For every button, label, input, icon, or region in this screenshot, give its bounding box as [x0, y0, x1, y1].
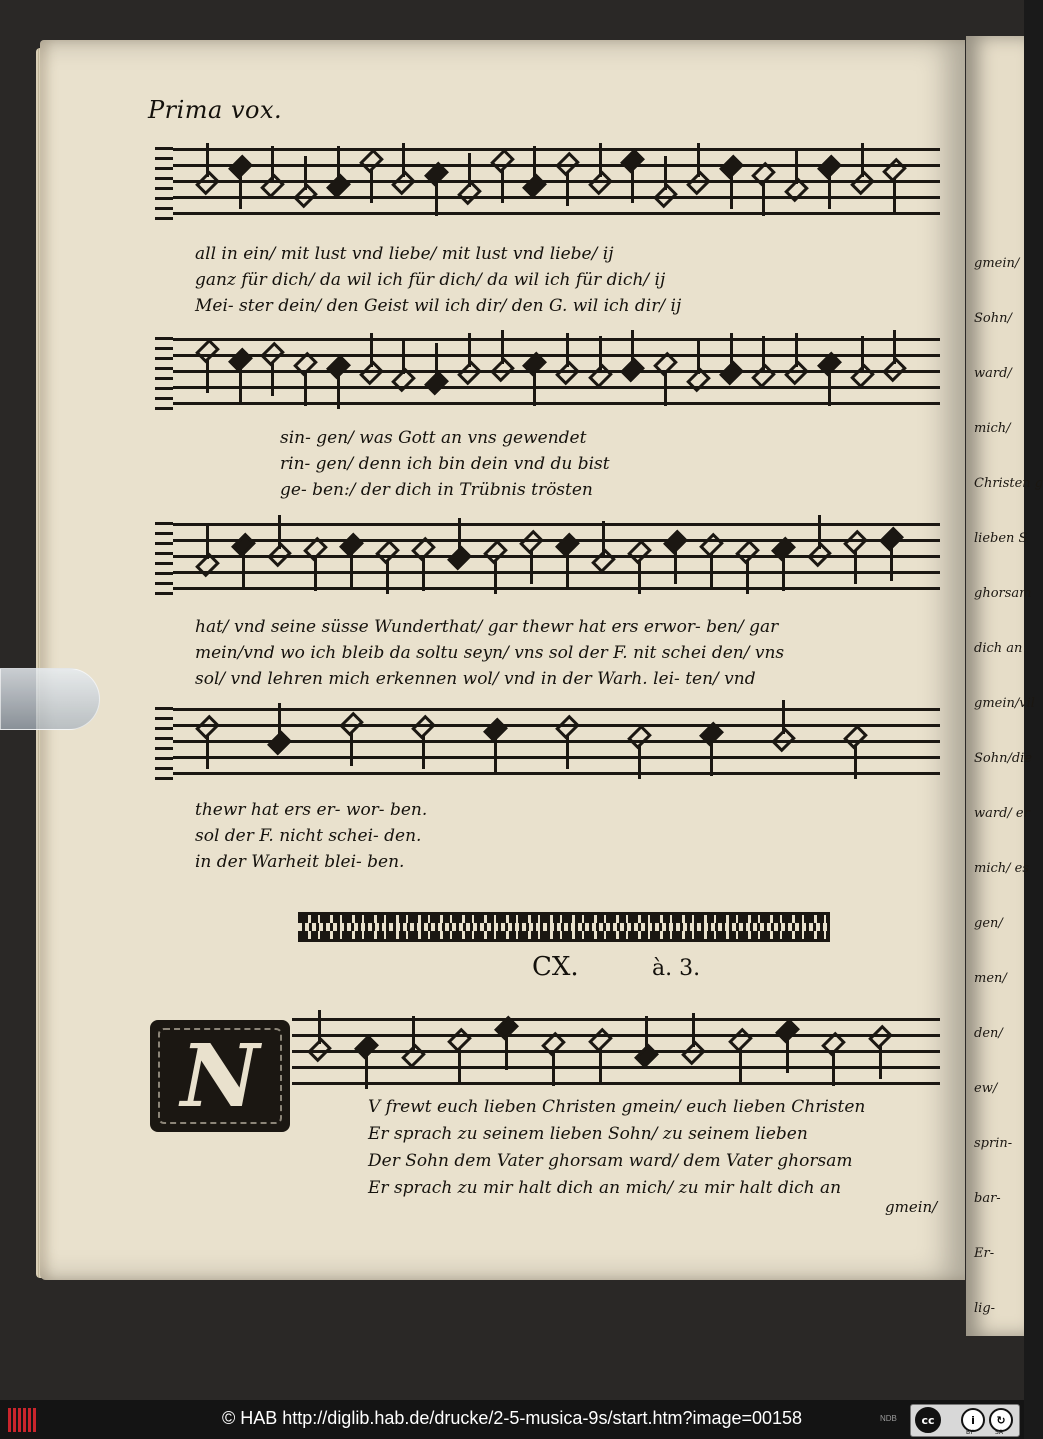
decorated-initial: N — [150, 1020, 290, 1132]
note-stem — [697, 340, 700, 374]
next-page-fragment: dich an — [974, 641, 1023, 656]
next-page-fragment: gmein/vil — [974, 696, 1035, 711]
note-stem — [710, 742, 713, 776]
note-stem — [786, 1039, 789, 1073]
lyric-line: rin- gen/ denn ich bin dein vnd du bist — [280, 454, 610, 474]
voice-label: Prima vox. — [148, 96, 283, 124]
note-stem — [854, 745, 857, 779]
lyric-line: hat/ vnd seine süsse Wunderthat/ gar thewr hat ers erwor- ben/ gar — [195, 617, 779, 637]
lyric-line: all in ein/ mit lust vnd liebe/ mit lust vnd liebe/ ij — [195, 244, 614, 264]
note-stem — [402, 340, 405, 374]
staff-line — [292, 1034, 940, 1037]
next-page-fragment: den/ — [974, 1026, 1003, 1041]
note-stem — [412, 1016, 415, 1050]
note-stem — [828, 175, 831, 209]
note-stem — [318, 1010, 321, 1044]
note-stem — [861, 336, 864, 370]
sa-label: SA — [995, 1429, 1004, 1436]
next-page-fragment: ward/ — [974, 366, 1012, 381]
note-stem — [631, 330, 634, 364]
note-stem — [402, 143, 405, 177]
note-stem — [337, 375, 340, 409]
note-stem — [304, 156, 307, 190]
note-stem — [458, 518, 461, 552]
clef-mark — [155, 330, 173, 410]
note-stem — [710, 553, 713, 587]
next-page-fragment: mich/ — [974, 421, 1011, 436]
note-stem — [206, 143, 209, 177]
lyric-line: Der Sohn dem Vater ghorsam ward/ dem Vater ghorsam — [368, 1151, 853, 1171]
section-voices: à. 3. — [652, 956, 701, 981]
note-stem — [730, 333, 733, 367]
note-stem — [239, 175, 242, 209]
note-stem — [879, 1045, 882, 1079]
next-page-fragment: ew/ — [974, 1081, 998, 1096]
note-stem — [730, 175, 733, 209]
staff-line — [155, 212, 940, 215]
staff-line — [155, 708, 940, 711]
next-page-fragment: lig- — [974, 1301, 996, 1316]
by-icon: i — [961, 1408, 985, 1432]
note-stem — [674, 550, 677, 584]
note-stem — [692, 1013, 695, 1047]
clef-mark — [155, 700, 173, 780]
page-clip — [0, 668, 100, 730]
note-stem — [893, 178, 896, 212]
note-stem — [365, 1055, 368, 1089]
hab-logo-icon[interactable] — [8, 1408, 38, 1432]
note-stem — [386, 560, 389, 594]
note-stem — [795, 150, 798, 184]
lyric-line: mein/vnd wo ich bleib da soltu seyn/ vns sol der F. nit schei den/ vns — [195, 643, 785, 663]
lyrics-block-3 — [195, 617, 935, 697]
note-stem — [271, 146, 274, 180]
note-stem — [468, 333, 471, 367]
note-stem — [762, 182, 765, 216]
note-stem — [350, 553, 353, 587]
note-stem — [746, 560, 749, 594]
next-page-fragment: gen/ — [974, 916, 1003, 931]
staff-line — [292, 1082, 940, 1085]
note-stem — [638, 745, 641, 779]
note-stem — [533, 146, 536, 180]
note-stem — [795, 333, 798, 367]
note-stem — [782, 700, 785, 734]
next-page-fragment: lieben S — [974, 531, 1028, 546]
lyrics-block-1 — [195, 244, 935, 324]
note-stem — [206, 735, 209, 769]
note-stem — [278, 703, 281, 737]
note-stem — [435, 343, 438, 377]
note-stem — [832, 1052, 835, 1086]
lyrics-block-4 — [195, 800, 715, 880]
note-stem — [638, 560, 641, 594]
next-page-fragment: mich/ es — [974, 861, 1030, 876]
note-stem — [422, 735, 425, 769]
next-page-fragment: ward/ er — [974, 806, 1030, 821]
note-stem — [468, 153, 471, 187]
staff-line — [155, 756, 940, 759]
note-stem — [599, 1048, 602, 1082]
note-stem — [782, 557, 785, 591]
note-stem — [552, 1052, 555, 1086]
staff-line — [155, 724, 940, 727]
staff-line — [155, 772, 940, 775]
note-stem — [893, 330, 896, 364]
note-stem — [828, 372, 831, 406]
note-stem — [206, 525, 209, 559]
note-stem — [566, 735, 569, 769]
staff-line — [155, 338, 940, 341]
note-stem — [370, 169, 373, 203]
lyric-line: Mei- ster dein/ den Geist wil ich dir/ den G. wil ich dir/ ij — [195, 296, 682, 316]
staff-line — [155, 539, 940, 542]
note-stem — [435, 182, 438, 216]
lyric-line: sol/ vnd lehren mich erkennen wol/ vnd in der Warh. lei- ten/ vnd — [195, 669, 756, 689]
footer-bar — [0, 1400, 1024, 1439]
note-stem — [494, 738, 497, 772]
note-stem — [599, 143, 602, 177]
next-page-fragment: ghorsam — [974, 586, 1032, 601]
note-stem — [739, 1048, 742, 1082]
license-badge[interactable] — [910, 1404, 1020, 1437]
note-stem — [501, 169, 504, 203]
note-stem — [602, 521, 605, 555]
catchword: gmein/ — [885, 1198, 938, 1216]
music-system-5 — [292, 1010, 940, 1090]
note-stem — [890, 547, 893, 581]
music-system-2 — [155, 330, 940, 410]
music-system-3 — [155, 515, 940, 595]
clef-mark — [155, 140, 173, 220]
staff-line — [155, 587, 940, 590]
clef-mark — [155, 515, 173, 595]
note-stem — [599, 336, 602, 370]
note-stem — [370, 333, 373, 367]
note-stem — [861, 143, 864, 177]
note-stem — [664, 156, 667, 190]
lyric-line: sin- gen/ was Gott an vns gewendet — [280, 428, 587, 448]
next-page-fragment: bar- — [974, 1191, 1001, 1206]
sa-icon: ↻ — [989, 1408, 1013, 1432]
staff-line — [292, 1066, 940, 1069]
lyric-line: Er sprach zu seinem lieben Sohn/ zu seinem lieben — [368, 1124, 808, 1144]
lyric-line: in der Warheit blei- ben. — [195, 852, 405, 872]
lyrics-block-5 — [368, 1097, 938, 1207]
staff-line — [155, 523, 940, 526]
note-stem — [501, 330, 504, 364]
next-page-fragment: gmein/ — [974, 256, 1020, 271]
cc-icon: cc — [915, 1407, 941, 1433]
lyric-line: thewr hat ers er- wor- ben. — [195, 800, 428, 820]
note-stem — [304, 372, 307, 406]
note-stem — [697, 143, 700, 177]
by-label: BY — [966, 1429, 974, 1436]
next-page — [966, 36, 1043, 1336]
note-stem — [337, 146, 340, 180]
lyrics-block-2 — [280, 428, 935, 508]
next-page-fragment: men/ — [974, 971, 1007, 986]
note-stem — [314, 557, 317, 591]
footer-small-text: NDB — [880, 1414, 897, 1423]
note-stem — [645, 1016, 648, 1050]
note-stem — [818, 515, 821, 549]
next-page-fragment: Er- — [974, 1246, 995, 1261]
note-stem — [422, 557, 425, 591]
note-stem — [271, 362, 274, 396]
note-stem — [494, 560, 497, 594]
note-stem — [206, 359, 209, 393]
staff-line — [155, 571, 940, 574]
note-stem — [239, 368, 242, 402]
footer-link[interactable]: © HAB http://diglib.hab.de/drucke/2-5-musica-9s/start.htm?image=00158 — [222, 1408, 803, 1428]
staff-line — [155, 196, 940, 199]
note-stem — [533, 372, 536, 406]
note-stem — [566, 553, 569, 587]
lyric-line: V frewt euch lieben Christen gmein/ euch lieben Christen — [368, 1097, 866, 1117]
note-stem — [566, 333, 569, 367]
lyric-line: Er sprach zu mir halt dich an mich/ zu mir halt dich an — [368, 1178, 842, 1198]
staff-line — [292, 1050, 940, 1053]
next-page-fragment: Sohn/ — [974, 311, 1012, 326]
note-stem — [664, 372, 667, 406]
lyric-line: ge- ben:/ der dich in Trübnis trösten — [280, 480, 593, 500]
note-stem — [530, 550, 533, 584]
note-stem — [278, 515, 281, 549]
next-page-fragment: Christen g — [974, 476, 1043, 491]
note-stem — [762, 336, 765, 370]
ornament-border — [298, 912, 830, 942]
staff-line — [292, 1018, 940, 1021]
note-stem — [458, 1048, 461, 1082]
note-stem — [854, 550, 857, 584]
staff-line — [155, 402, 940, 405]
music-system-4 — [155, 700, 940, 780]
note-stem — [350, 732, 353, 766]
note-stem — [631, 169, 634, 203]
lyric-line: ganz für dich/ da wil ich für dich/ da wil ich für dich/ ij — [195, 270, 666, 290]
next-page-fragment: Sohn/die — [974, 751, 1033, 766]
section-number: CX. — [532, 952, 579, 982]
note-stem — [242, 553, 245, 587]
next-page-fragment: sprin- — [974, 1136, 1013, 1151]
note-stem — [566, 172, 569, 206]
music-system-1 — [155, 140, 940, 220]
lyric-line: sol der F. nicht schei- den. — [195, 826, 422, 846]
note-stem — [505, 1036, 508, 1070]
